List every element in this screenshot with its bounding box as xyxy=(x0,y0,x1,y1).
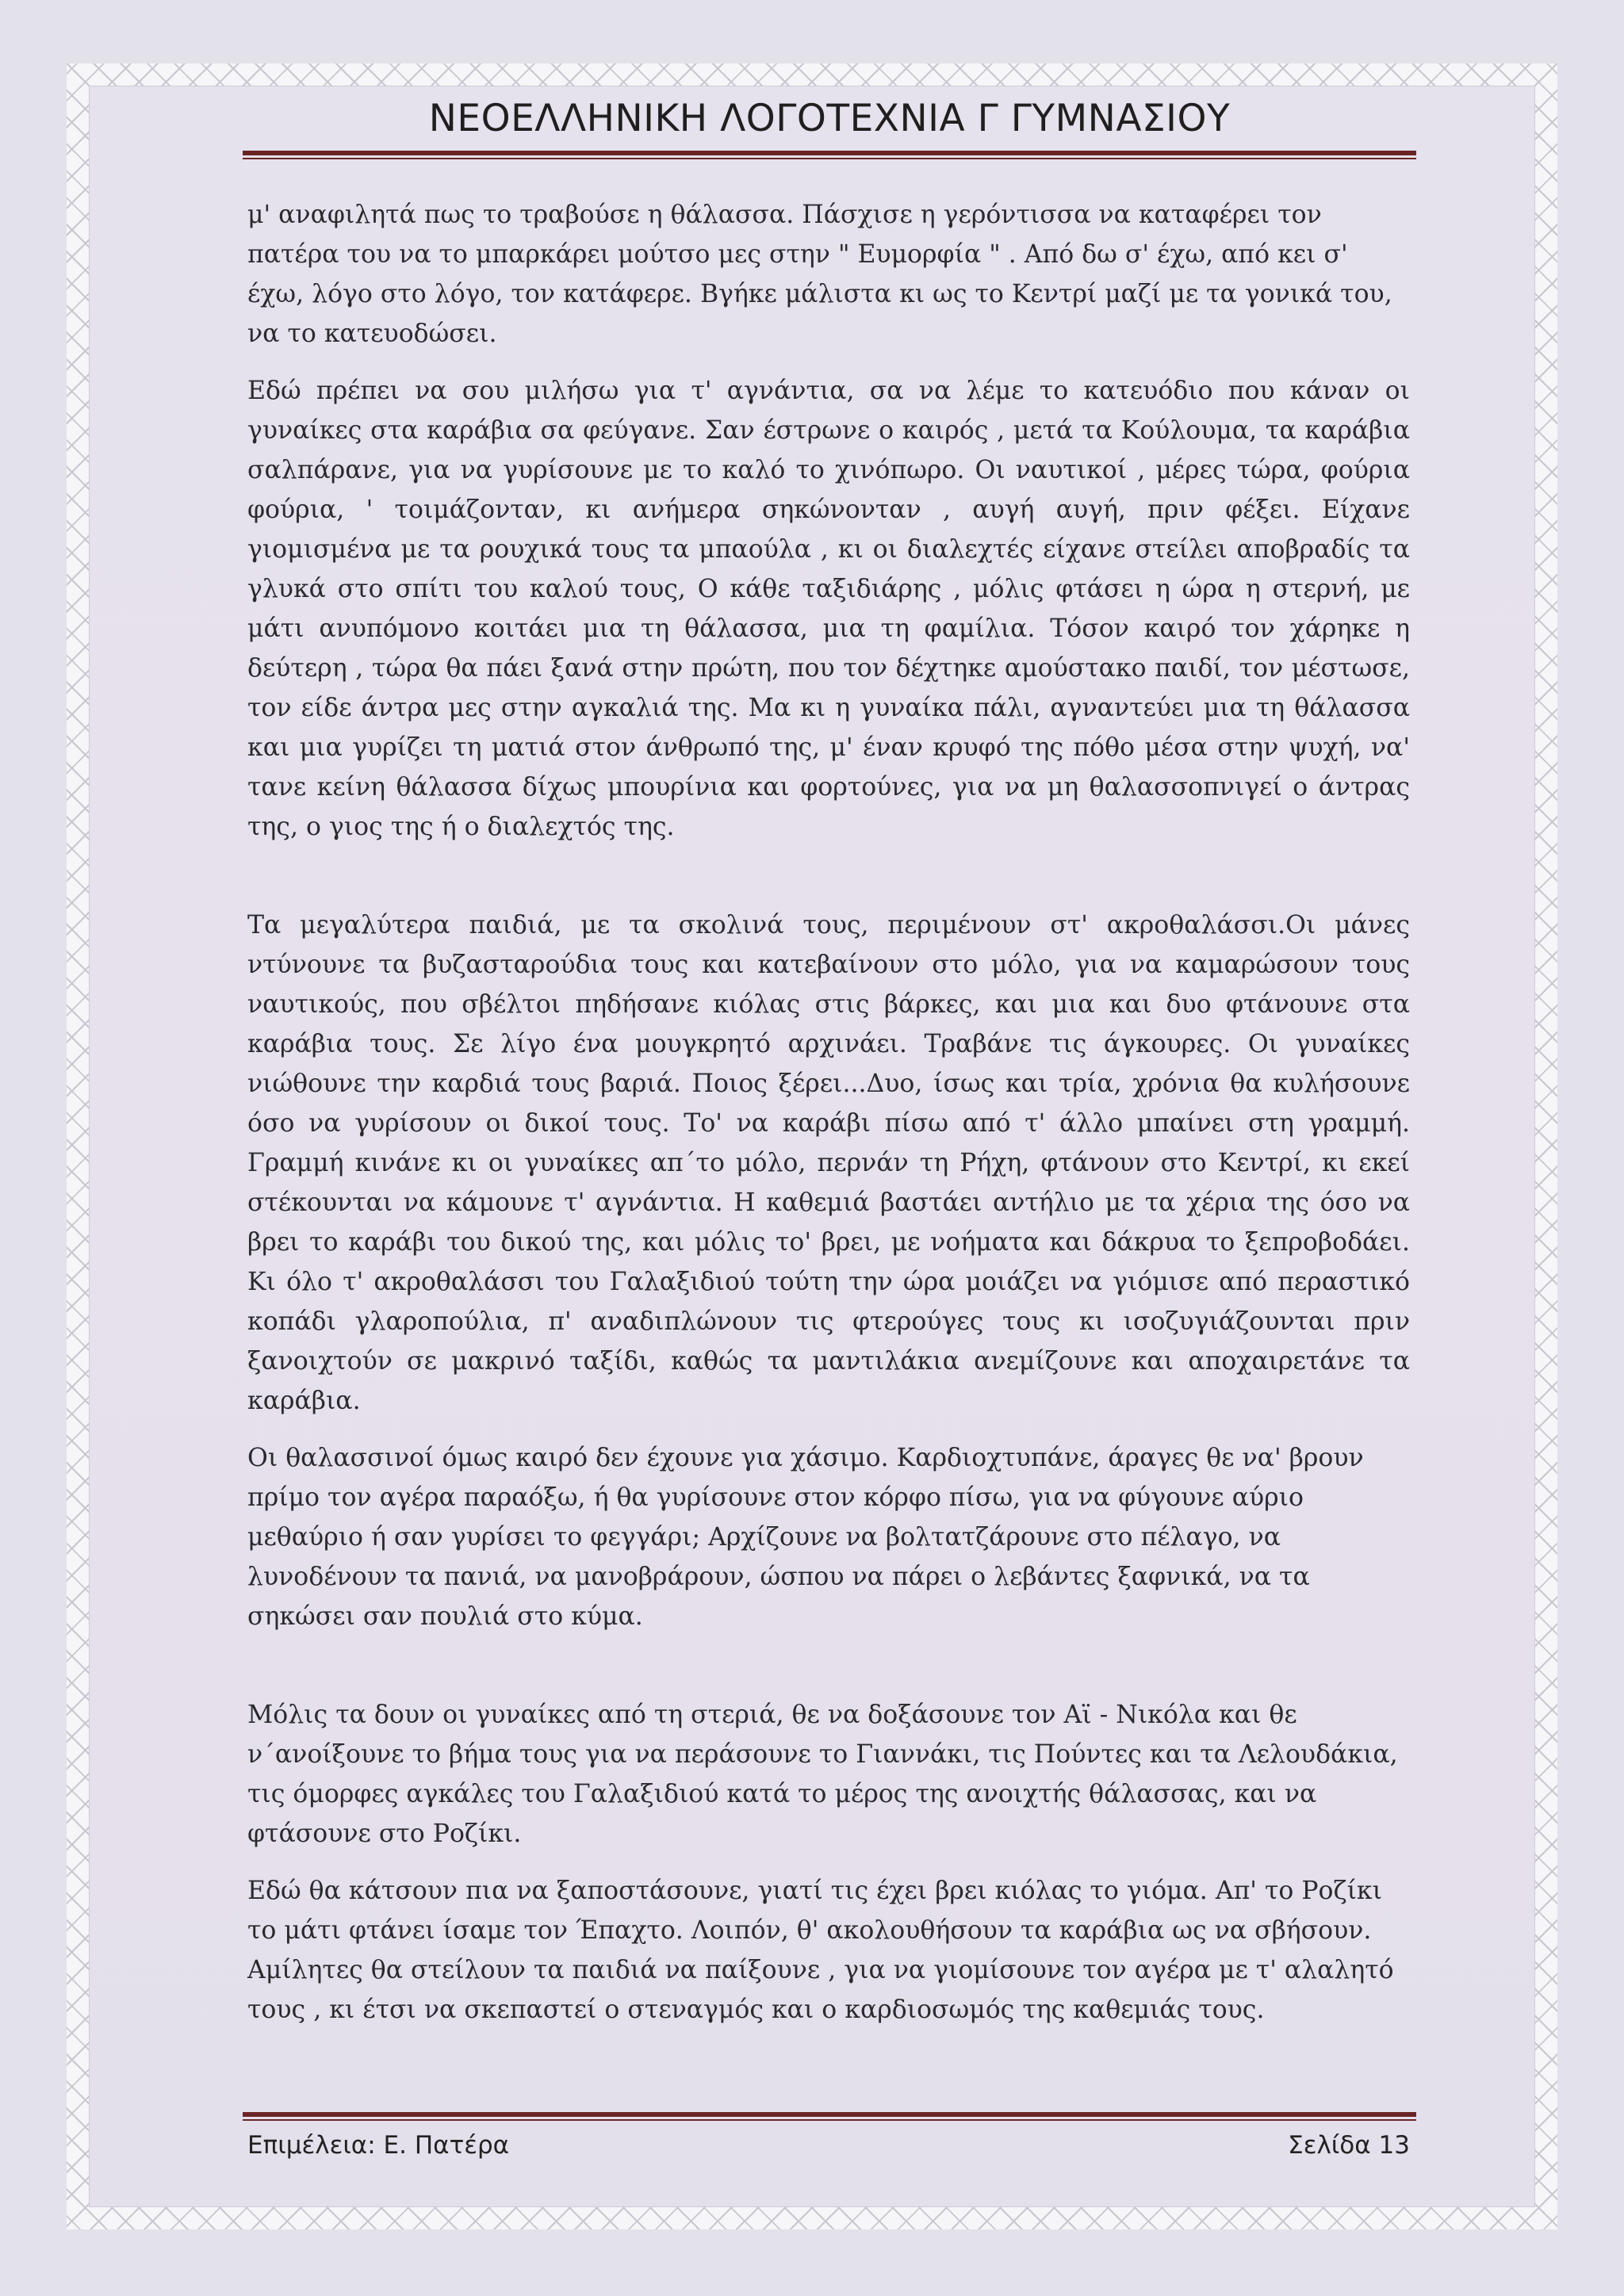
footer-page-number: Σελίδα 13 xyxy=(1288,2131,1410,2160)
paragraph: Μόλις τα δουν οι γυναίκες από τη στεριά, θε να δοξάσουνε τον Αϊ - Νικόλα και θε ν΄ανοίξουνε το βήμα τους για να περάσουνε το Γιαννάκι, τις Πούντες και τα Λελουδάκια, τις όμορφες αγκάλες του Γαλαξιδιού κατά το μέρος της ανοιχτής θάλασσας, και να φτάσουνε στο Ροζίκι. xyxy=(247,1701,1398,1848)
header-rule-thick xyxy=(243,151,1416,155)
footer-rule-thick xyxy=(243,2112,1416,2117)
header-rule-thin xyxy=(243,158,1416,159)
paragraph: μ' αναφιλητά πως το τραβούσε η θάλασσα. Πάσχισε η γερόντισσα να καταφέρει τον πατέρα του να το μπαρκάρει μούτσο μες στην " Ευμορφία " . Από δω σ' έχω, από κει σ' έχω, λόγο στο λόγο, τον κατάφερε. Βγήκε μάλιστα κι ως το Κεντρί μαζί με τα γονικά του, να το κατευοδώσει. xyxy=(247,201,1392,348)
paragraph: Τα μεγαλύτερα παιδιά, με τα σκολινά τους, περιμένουν στ' ακροθαλάσσι.Οι μάνες ντύνουνε τα βυζασταρούδια τους και κατεβαίνουν στο μόλο, για να καμαρώσουν τους ναυτικούς, που σβέλτοι πηδήσανε κιόλας στις βάρκες, και μια και δυο φτάνουνε στα καράβια τους. Σε λίγο ένα μουγκρητό αρχινάει. Τραβάνε τις άγκουρες. Οι γυναίκες νιώθουνε την καρδιά τους βαριά. Ποιος ξέρει...Δυο, ίσως και τρία, χρόνια θα κυλήσουνε όσο να γυρίσουν οι δικοί τους. Το' να καράβι πίσω από τ' άλλο μπαίνει στη γραμμή. Γραμμή κινάνε κι οι γυναίκες απ΄το μόλο, περνάν τη Ρήχη, φτάνουν στο Κεντρί, κι εκεί στέκουνται να κάμουνε τ' αγνάντια. Η καθεμιά βαστάει αντήλιο με τα χέρια της όσο να βρει το καράβι του δικού της, και μόλις το' βρει, με νοήματα και δάκρυα το ξεπροβοδάει. Κι όλο τ' ακροθαλάσσι του Γαλαξιδιού τούτη την ώρα μοιάζει να γιόμισε από περαστικό κοπάδι γλαροπούλια, π' αναδιπλώνουν τις φτερούγες τους κι ισοζυγιάζουνται πριν ξανοιχτούν σε μακρινό ταξίδι, καθώς τα μαντιλάκια ανεμίζουνε και αποχαιρετάνε τα καράβια. xyxy=(247,911,1410,1415)
footer-rule-thin xyxy=(243,2119,1416,2121)
body-text xyxy=(247,195,1410,2030)
paragraph: Εδώ πρέπει να σου μιλήσω για τ' αγνάντια, σα να λέμε το κατευόδιο που κάναν οι γυναίκες στα καράβια σα φεύγανε. Σαν έστρωνε ο καιρός , μετά τα Κούλουμα, τα καράβια σαλπάρανε, για να γυρίσουνε με το καλό το χινόπωρο. Οι ναυτικοί , μέρες τώρα, φούρια φούρια, ' τοιμάζονταν, κι ανήμερα σηκώνονταν , αυγή αυγή, πριν φέξει. Είχανε γιομισμένα με τα ρουχικά τους τα μπαούλα , κι οι διαλεχτές είχανε στείλει αποβραδίς τα γλυκά στο σπίτι του καλού τους, Ο κάθε ταξιδιάρης , μόλις φτάσει η ώρα η στερνή, με μάτι ανυπόμονο κοιτάει μια τη θάλασσα, μια τη φαμίλια. Τόσον καιρό τον χάρηκε η δεύτερη , τώρα θα πάει ξανά στην πρώτη, που τον δέχτηκε αμούστακο παιδί, τον μέστωσε, τον είδε άντρα μες στην αγκαλιά της. Μα κι η γυναίκα πάλι, αγναντεύει μια τη θάλασσα και μια γυρίζει τη ματιά στον άνθρωπό της, μ' έναν κρυφό της πόθο μέσα στην ψυχή, να' τανε κείνη θάλασσα δίχως μπουρίνια και φορτούνες, για να μη θαλασσοπνιγεί ο άντρας της, ο γιος της ή ο διαλεχτός της. xyxy=(247,377,1410,841)
paragraph: Εδώ θα κάτσουν πια να ξαποστάσουνε, γιατί τις έχει βρει κιόλας το γιόμα. Απ' το Ροζίκι το μάτι φτάνει ίσαμε τον Έπαχτο. Λοιπόν, θ' ακολουθήσουν τα καράβια ως να σβήσουν. Αμίλητες θα στείλουν τα παιδιά να παίξουνε , για να γιομίσουνε τον αγέρα με τ' αλαλητό τους , κι έτσι να σκεπαστεί ο στεναγμός και ο καρδιοσωμός της καθεμιάς τους. xyxy=(247,1877,1394,2024)
paragraph: Οι θαλασσινοί όμως καιρό δεν έχουνε για χάσιμο. Καρδιοχτυπάνε, άραγες θε να' βρουν πρίμο τον αγέρα παραόξω, ή θα γυρίσουνε στον κόρφο πίσω, για να φύγουνε αύριο μεθαύριο ή σαν γυρίσει το φεγγάρι; Αρχίζουνε να βολτατζάρουνε στο πέλαγο, να λυνοδένουν τα πανιά, να μανοβράρουν, ώσπου να πάρει ο λεβάντες ξαφνικά, να τα σηκώσει σαν πουλιά στο κύμα. xyxy=(247,1444,1364,1631)
page-header-title: ΝΕΟΕΛΛΗΝΙΚΗ ΛΟΓΟΤΕΧΝΙΑ Γ ΓΥΜΝΑΣΙΟΥ xyxy=(428,97,1231,140)
footer-editor: Επιμέλεια: Ε. Πατέρα xyxy=(247,2131,510,2160)
